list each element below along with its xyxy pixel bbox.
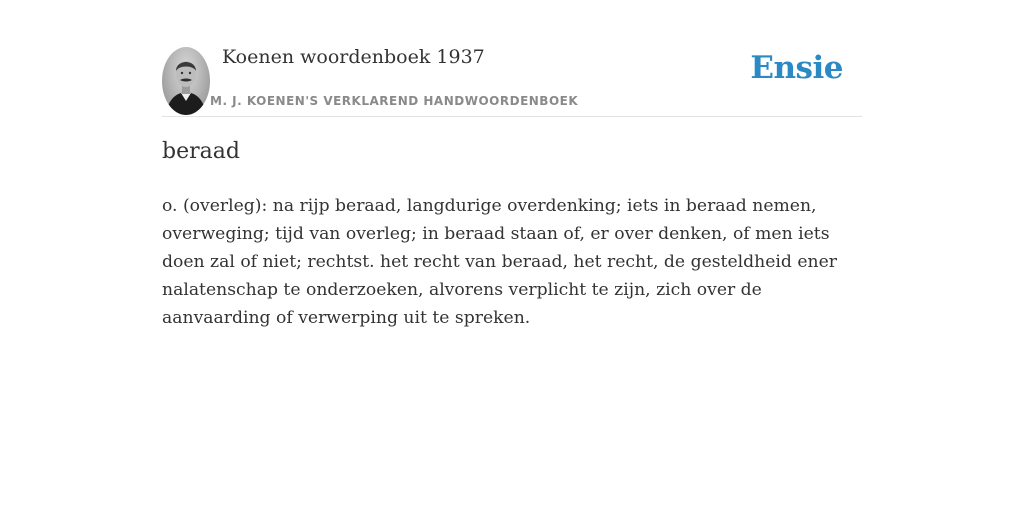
entry-definition: o. (overleg): na rijp beraad, langdurige overdenking; iets in beraad nemen, overweging; tijd van overleg; in beraad staan of, er over denken, of men iets doen zal of niet; rechtst. het recht van beraad, het recht, de gesteldheid ener nalatenschap te onderzoeken, alvorens verplicht te zijn, zich over de aanvaarding of verwerping uit te spreken.: [162, 196, 837, 328]
dictionary-header: [162, 46, 862, 117]
author-portrait-icon: [162, 47, 210, 115]
dictionary-title: Koenen woordenboek 1937: [222, 46, 485, 68]
dictionary-subtitle: M. J. KOENEN'S VERKLAREND HANDWOORDENBOEK: [210, 94, 579, 108]
ensie-logo-link[interactable]: Ensie: [750, 50, 843, 86]
entry-headword: beraad: [162, 139, 240, 164]
